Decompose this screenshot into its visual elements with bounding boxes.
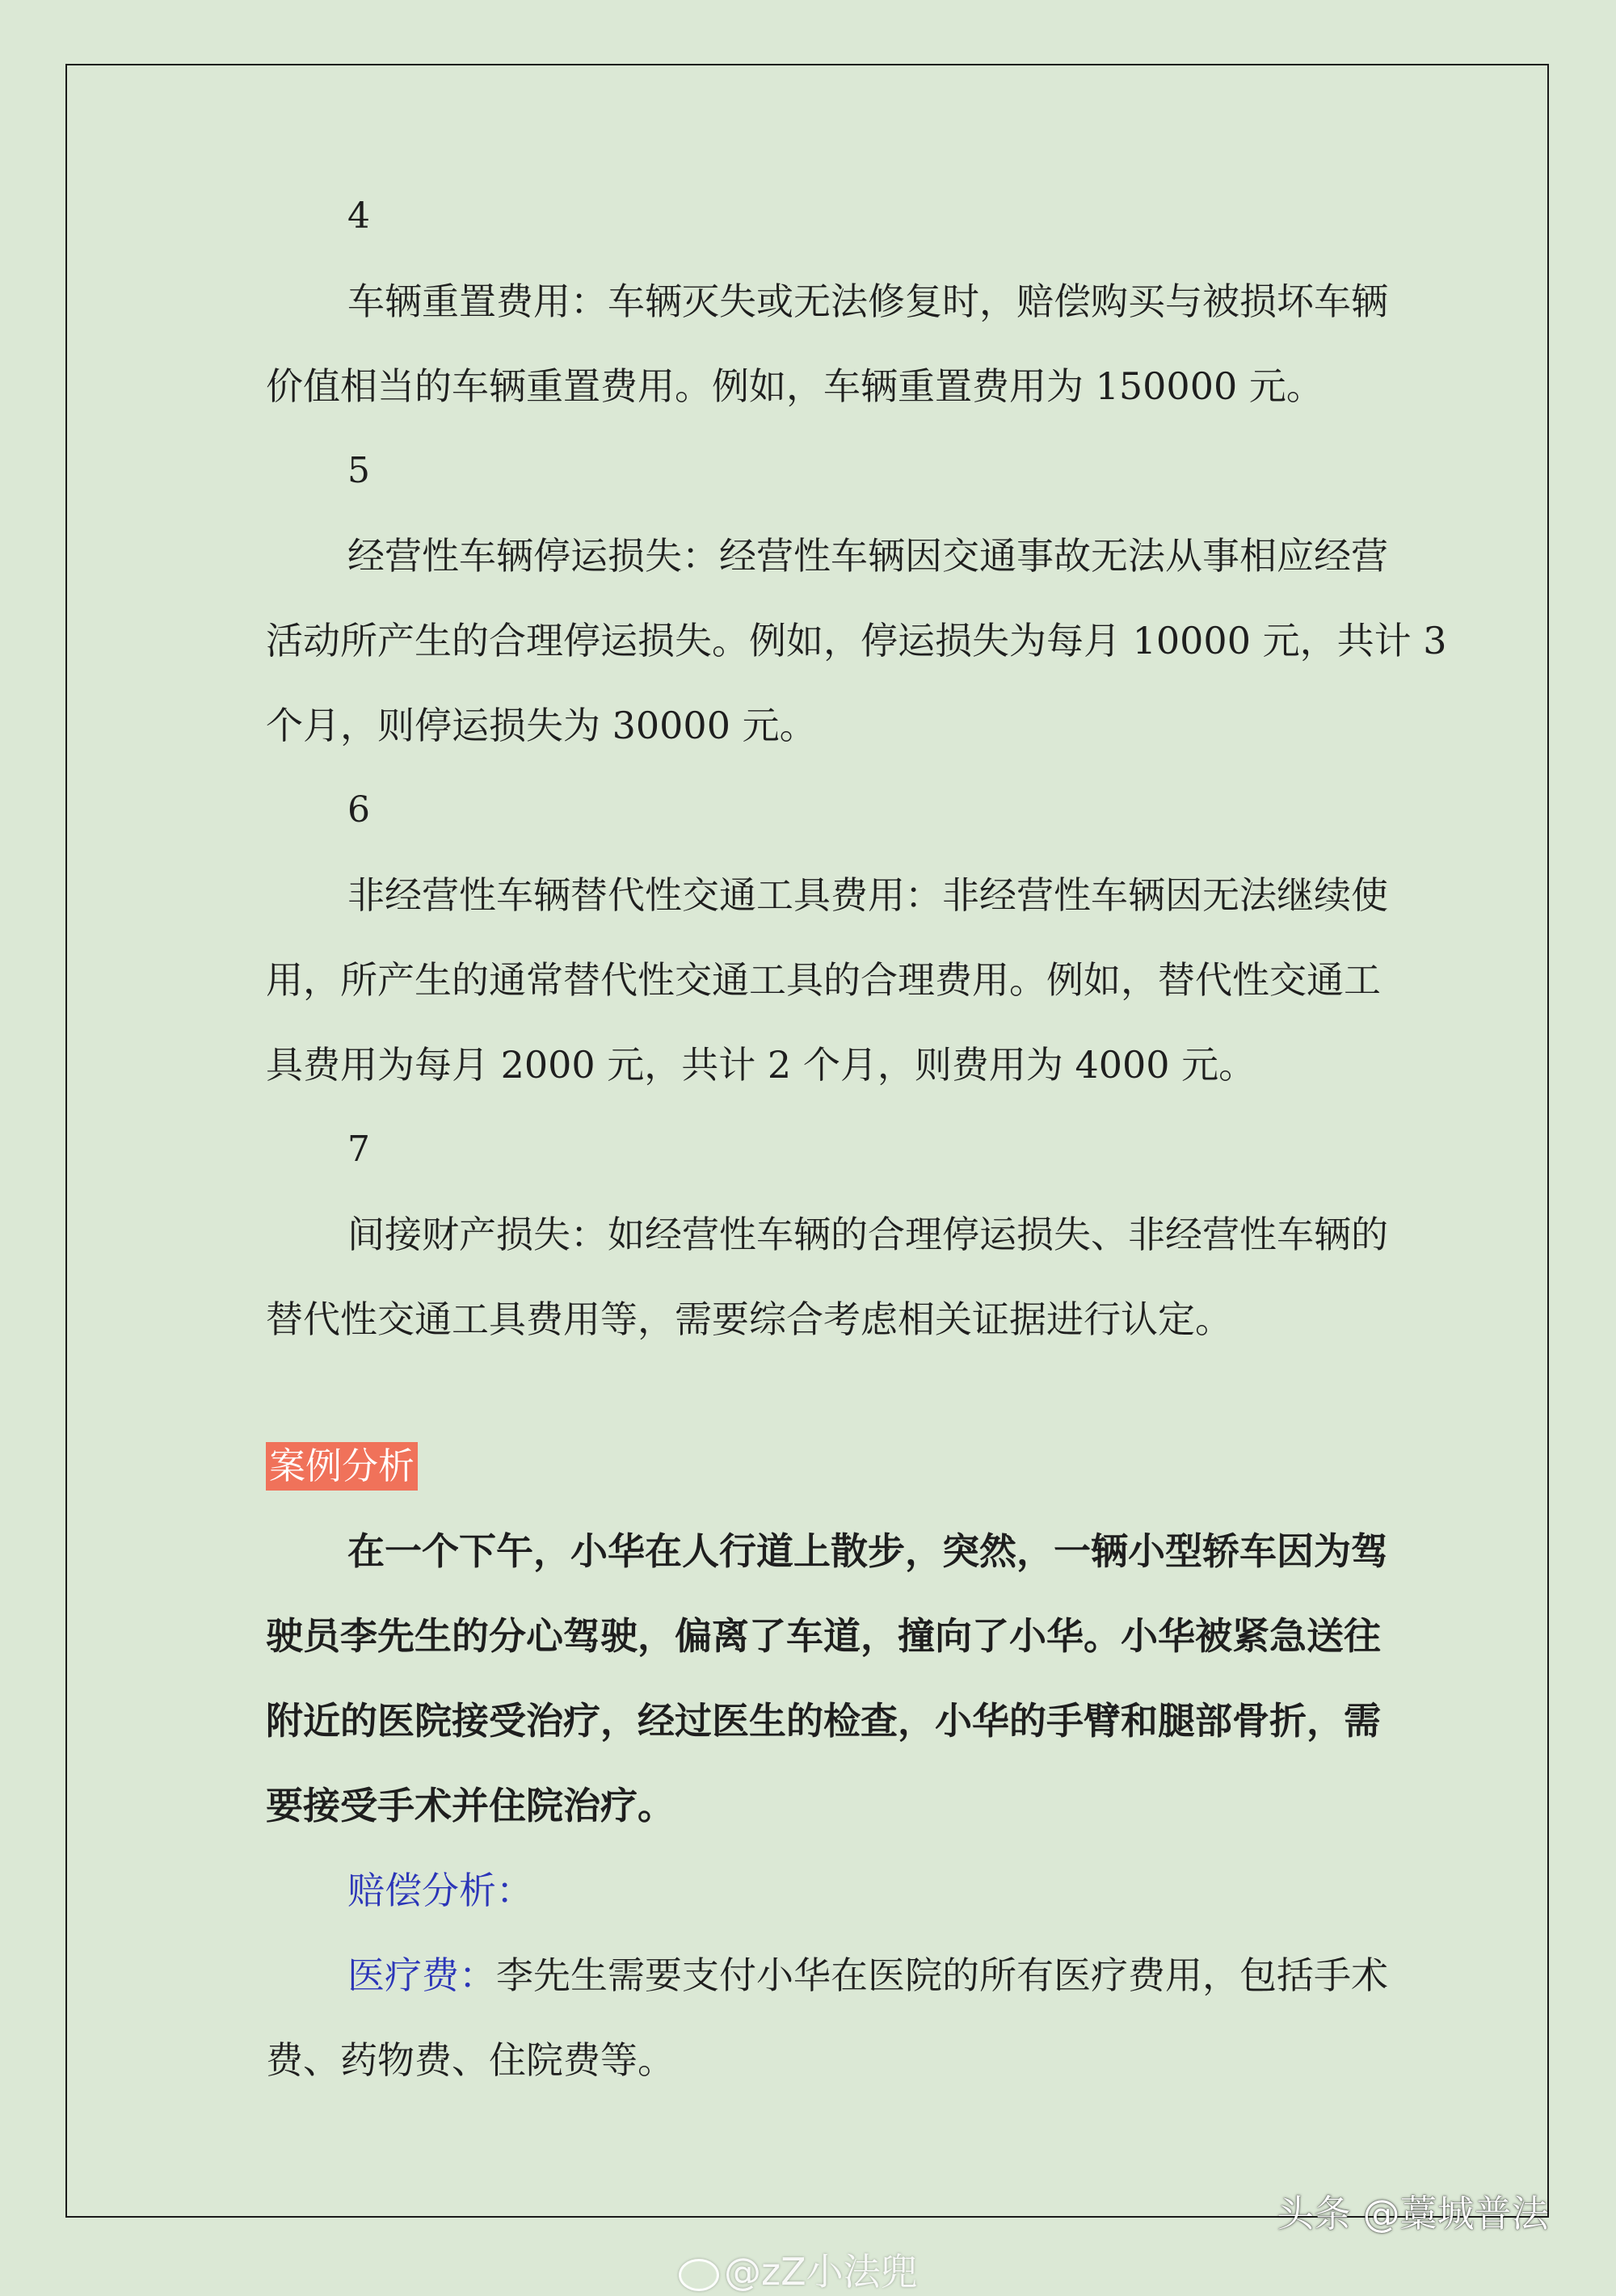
item-number: 5 [347,450,370,491]
medical-fee-line-2: 费、药物费、住院费等。 [266,2038,675,2082]
case-text-line: 附近的医院接受治疗，经过医生的检查，小华的手臂和腿部骨折，需 [266,1699,1381,1743]
medical-fee-line [347,1951,1388,2000]
case-text-line: 在一个下午，小华在人行道上散步，突然，一辆小型轿车因为驾 [347,1529,1388,1573]
item-text-line: 经营性车辆停运损失：经营性车辆因交通事故无法从事相应经营 [347,534,1388,578]
case-text-line: 驶员李先生的分心驾驶，偏离了车道，撞向了小华。小华被紧急送往 [266,1614,1381,1658]
item-text-line: 间接财产损失：如经营性车辆的合理停运损失、非经营性车辆的 [347,1213,1388,1256]
item-number: 6 [347,789,370,831]
medical-fee-text: 李先生需要支付小华在医院的所有医疗费用，包括手术 [496,1953,1388,1997]
compensation-heading: 赔偿分析： [347,1869,533,1912]
page-border-frame [65,64,1549,2218]
item-text-line: 替代性交通工具费用等，需要综合考虑相关证据进行认定。 [266,1297,1232,1341]
item-text-line: 具费用为每月 2000 元，共计 2 个月，则费用为 4000 元。 [266,1043,1256,1087]
item-text-line: 车辆重置费用：车辆灭失或无法修复时，赔偿购买与被损坏车辆 [347,280,1388,323]
item-text-line: 用，所产生的通常替代性交通工具的合理费用。例如，替代性交通工 [266,958,1381,1002]
weibo-eye-icon [679,2259,719,2291]
weibo-watermark [679,2248,918,2296]
item-text-line: 非经营性车辆替代性交通工具费用：非经营性车辆因无法继续使 [347,873,1388,917]
case-text-line: 要接受手术并住院治疗。 [266,1784,675,1827]
item-number: 4 [347,196,370,237]
case-analysis-badge: 案例分析 [266,1442,418,1491]
weibo-watermark-text: @zZ小法兜 [724,2250,918,2294]
item-text-line: 个月，则停运损失为 30000 元。 [266,704,817,747]
item-text-line: 价值相当的车辆重置费用。例如，车辆重置费用为 150000 元。 [266,364,1324,408]
item-number: 7 [347,1129,370,1170]
toutiao-brand-watermark: 头条 @藁城普法 [1277,2192,1549,2235]
medical-fee-label: 医疗费： [347,1953,496,1997]
item-text-line: 活动所产生的合理停运损失。例如，停运损失为每月 10000 元，共计 3 [266,619,1447,662]
